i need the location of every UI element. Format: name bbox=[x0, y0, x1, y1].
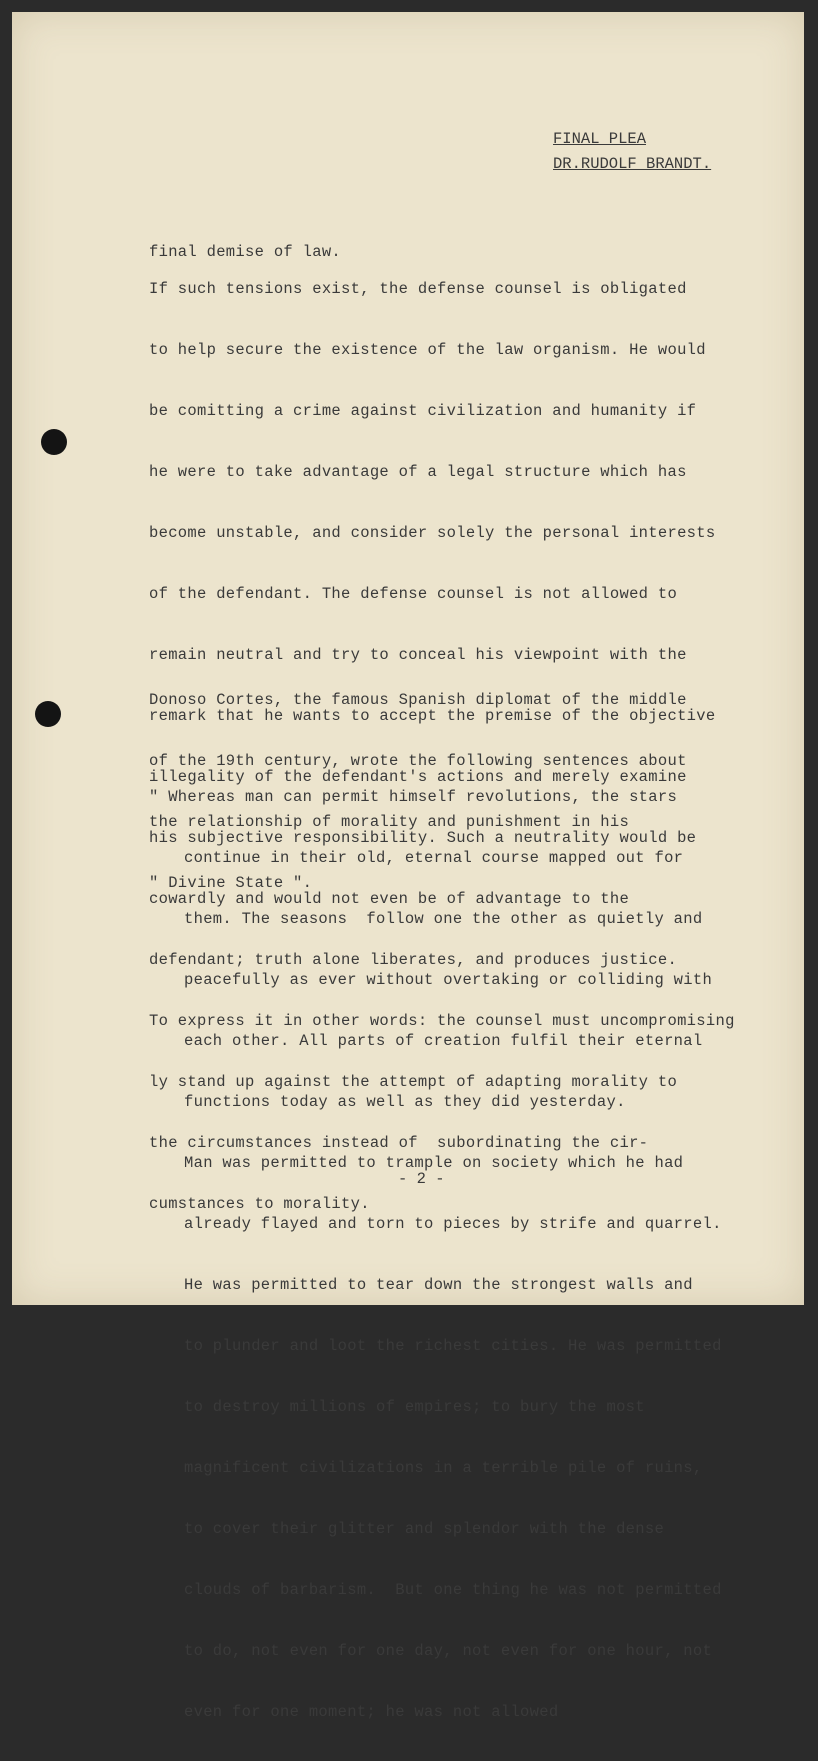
text-line: to plunder and loot the richest cities. He was permitted bbox=[184, 1337, 722, 1355]
text-line: remain neutral and try to conceal his viewpoint with the bbox=[149, 646, 687, 664]
text-line: continue in their old, eternal course mapped out for bbox=[184, 849, 684, 867]
text-line: If such tensions exist, the defense counsel is obligated bbox=[149, 280, 687, 298]
punch-hole bbox=[41, 429, 67, 455]
text-line: Man was permitted to trample on society which he had bbox=[184, 1154, 684, 1172]
text-line: final demise of law. bbox=[149, 243, 342, 261]
text-line: " Whereas man can permit himself revolutions, the stars bbox=[149, 788, 678, 806]
text-line: ly stand up against the attempt of adapting morality to bbox=[149, 1073, 678, 1091]
text-line: become unstable, and consider solely the personal interests bbox=[149, 524, 716, 542]
text-line: cumstances to morality. bbox=[149, 1195, 370, 1213]
text-line: illegality of the defendant's actions and merely examine bbox=[149, 768, 687, 786]
text-line: remark that he wants to accept the premise of the objective bbox=[149, 707, 716, 725]
text-line: to destroy millions of empires; to bury the most bbox=[184, 1398, 645, 1416]
text-line: to cover their glitter and splendor with the dense bbox=[184, 1520, 665, 1538]
text-line: Donoso Cortes, the famous Spanish diplomat of the middle bbox=[149, 691, 687, 709]
text-line: functions today as well as they did yesterday. bbox=[184, 1093, 626, 1111]
header-name: DR.RUDOLF BRANDT. bbox=[553, 155, 712, 173]
text-line: defendant; truth alone liberates, and produces justice. bbox=[149, 951, 678, 969]
text-line: " Divine State ". bbox=[149, 874, 313, 892]
text-line: to help secure the existence of the law organism. He would bbox=[149, 341, 706, 359]
text-line: the circumstances instead of subordinating the cir- bbox=[149, 1134, 649, 1152]
punch-hole bbox=[35, 701, 61, 727]
text-line: of the defendant. The defense counsel is not allowed to bbox=[149, 585, 678, 603]
text-line: He was permitted to tear down the strongest walls and bbox=[184, 1276, 693, 1294]
text-line: to do, not even for one day, not even for one hour, not bbox=[184, 1642, 713, 1660]
document-page bbox=[12, 12, 804, 1721]
page-number: - 2 - bbox=[398, 1170, 445, 1188]
text-line: clouds of barbarism. But one thing he was not permitted bbox=[184, 1581, 722, 1599]
text-line: the relationship of morality and punishment in his bbox=[149, 813, 630, 831]
text-line: even for one moment; he was not allowed bbox=[184, 1703, 559, 1721]
header-title: FINAL PLEA bbox=[553, 130, 647, 148]
text-line: of the 19th century, wrote the following sentences about bbox=[149, 752, 687, 770]
text-line: be comitting a crime against civilization and humanity if bbox=[149, 402, 697, 420]
text-line: To express it in other words: the counsel must uncompromising bbox=[149, 1012, 735, 1030]
text-line: cowardly and would not even be of advantage to the bbox=[149, 890, 630, 908]
text-line: magnificent civilizations in a terrible pile of ruins, bbox=[184, 1459, 703, 1477]
text-line: them. The seasons follow one the other as quietly and bbox=[184, 910, 703, 928]
text-line: each other. All parts of creation fulfil their eternal bbox=[184, 1032, 703, 1050]
text-line: he were to take advantage of a legal structure which has bbox=[149, 463, 687, 481]
quotation bbox=[149, 749, 722, 1761]
text-line: his subjective responsibility. Such a neutrality would be bbox=[149, 829, 697, 847]
text-line: already flayed and torn to pieces by strife and quarrel. bbox=[184, 1215, 722, 1233]
text-line: peacefully as ever without overtaking or colliding with bbox=[184, 971, 713, 989]
